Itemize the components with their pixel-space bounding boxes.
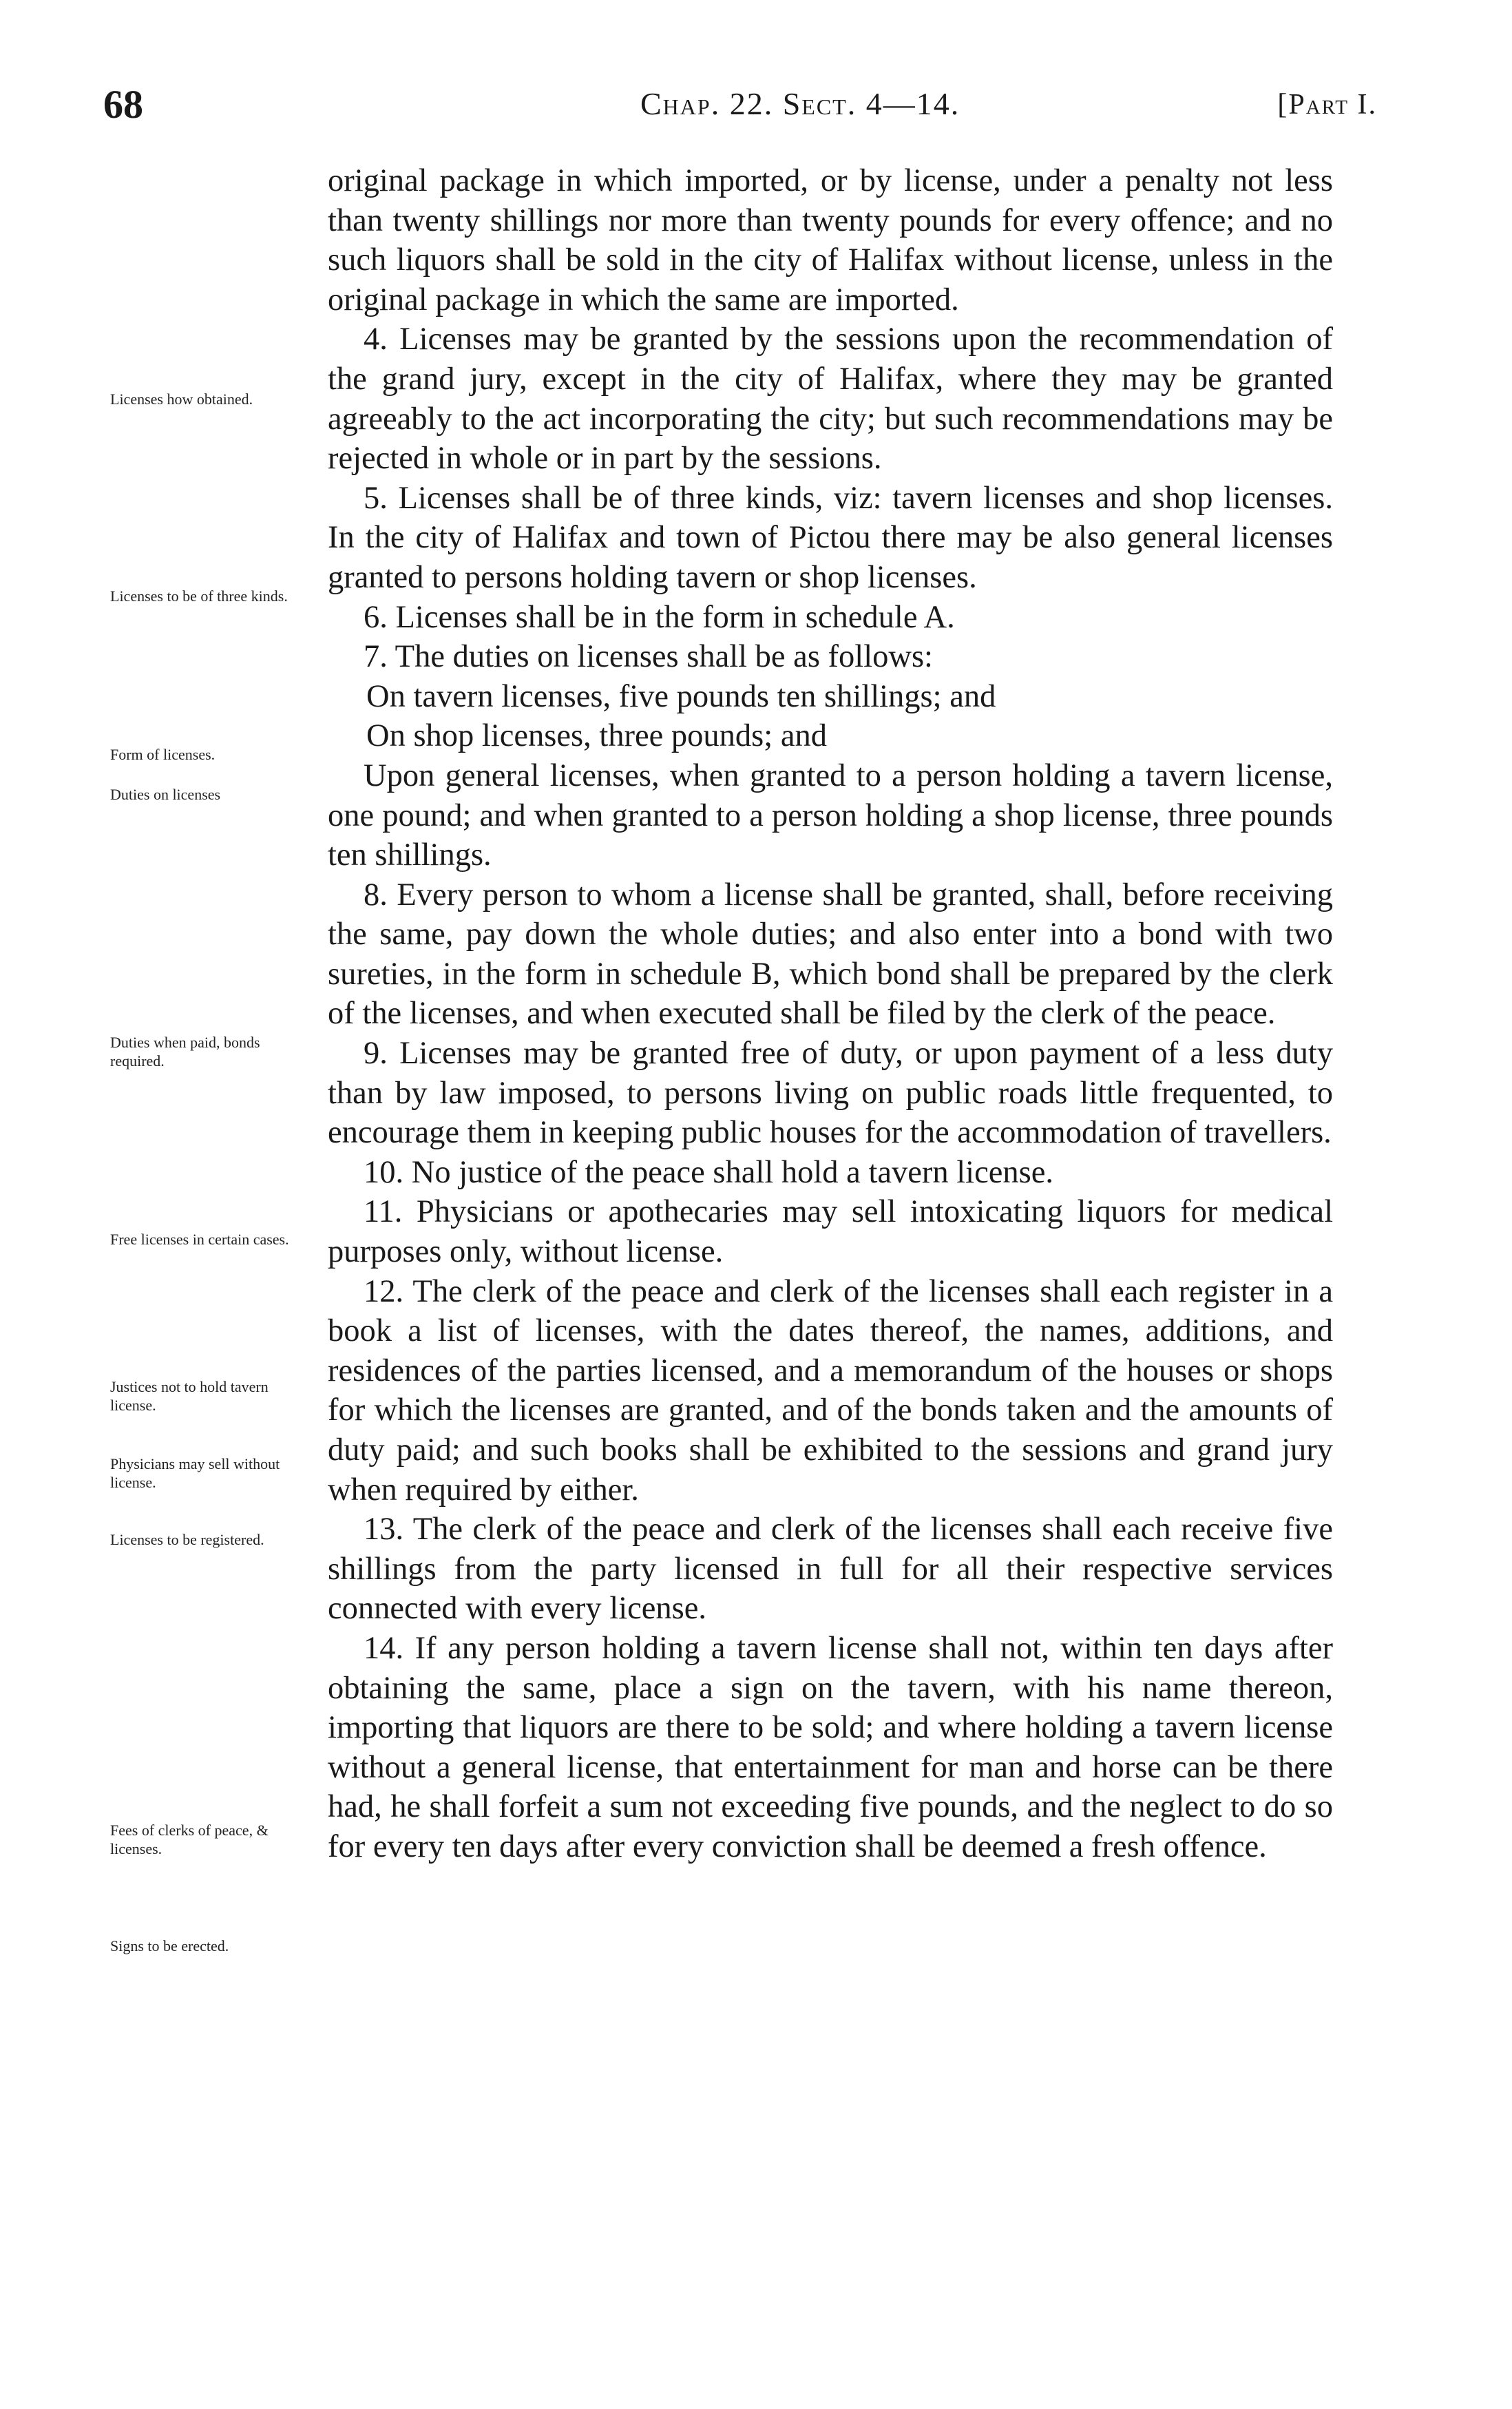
section-7-shop-duty: On shop licenses, three pounds; and <box>366 718 827 754</box>
page-number: 68 <box>103 82 143 127</box>
section-6: 6. Licenses shall be in the form in schedule A. <box>364 599 955 635</box>
margin-note-duties-on-licenses: Duties on licenses <box>110 786 221 803</box>
section-7-general-duty: Upon general licenses, when granted to a person holding a tavern license, one pound; and when granted to a person holding a shop license, three pounds ten shillings. <box>328 758 1333 873</box>
margin-note-licenses-how-obtained: Licenses how obtained. <box>110 390 253 408</box>
margin-note-signs: Signs to be erected. <box>110 1937 229 1954</box>
paragraph-continued: original package in which imported, or by license, under a penalty not less than twenty shillings nor more than twenty pounds for every offence; and no such liquors shall be sold in the city of Halifax without license, unless in the original package in which the same are imported. <box>328 163 1333 317</box>
running-head <box>103 81 1377 129</box>
section-7: 7. The duties on licenses shall be as follows: <box>364 639 933 675</box>
margin-note-fees-of-clerks: Fees of clerks of peace, & licenses. <box>110 1822 269 1857</box>
section-13: 13. The clerk of the peace and clerk of the licenses shall each receive five shillings from the party licensed in full for all their respective services connected with every license. <box>328 1512 1333 1627</box>
part-heading: [Part I. <box>1277 89 1377 121</box>
section-11: 11. Physicians or apothecaries may sell intoxicating liquors for medical purposes only, without license. <box>328 1194 1333 1270</box>
chapter-section-heading: Chap. 22. Sect. 4—14. <box>640 86 960 121</box>
section-10: 10. No justice of the peace shall hold a tavern license. <box>364 1154 1053 1190</box>
margin-note-three-kinds: Licenses to be of three kinds. <box>110 587 288 605</box>
margin-note-justices: Justices not to hold tavern license. <box>110 1378 269 1414</box>
margin-note-free-licenses: Free licenses in certain cases. <box>110 1231 289 1248</box>
margin-note-form-of-licenses: Form of licenses. <box>110 746 216 763</box>
margin-note-registered: Licenses to be registered. <box>110 1531 264 1548</box>
section-9: 9. Licenses may be granted free of duty, or upon payment of a less duty than by law imposed, to persons living on public roads little frequented, to encourage them in keeping public houses for the accommodation of travellers. <box>328 1036 1333 1151</box>
section-4: 4. Licenses may be granted by the sessions upon the recommendation of the grand jury, except in the city of Halifax, where they may be granted agreeably to the act incorporating the city; but such recommendations may be rejected in whole or in part by the sessions. <box>328 322 1333 477</box>
section-5: 5. Licenses shall be of three kinds, viz: tavern licenses and shop licenses. In the city of Halifax and town of Pictou there may be also general licenses granted to persons holding tavern or shop licenses. <box>328 480 1333 595</box>
section-12: 12. The clerk of the peace and clerk of the licenses shall each register in a book a list of licenses, with the dates thereof, the names, additions, and residences of the parties licensed, and a memorandum of the houses or shops for which the licenses are granted, and of the bonds taken and the amounts of duty paid; and such books shall be exhibited to the sessions and grand jury when required by either. <box>328 1273 1333 1508</box>
margin-note-duties-when-paid: Duties when paid, bonds required. <box>110 1034 260 1070</box>
section-8: 8. Every person to whom a license shall be granted, shall, before receiving the same, pay down the whole duties; and also enter into a bond with two sureties, in the form in schedule B, which bond shall be prepared by the clerk of the licenses, and when executed shall be filed by the clerk of the peace. <box>328 877 1333 1032</box>
section-7-tavern-duty: On tavern licenses, five pounds ten shillings; and <box>366 678 996 714</box>
margin-note-physicians: Physicians may sell without license. <box>110 1455 280 1491</box>
section-14: 14. If any person holding a tavern license shall not, within ten days after obtaining the same, place a sign on the tavern, with his name thereon, importing that liquors are there to be sold; and where holding a tavern license without a general license, that entertainment for man and horse can be there had, he shall forfeit a sum not exceeding five pounds, and the neglect to do so for every ten days after every conviction shall be deemed a fresh offence. <box>328 1630 1333 1864</box>
body-text <box>328 161 1333 1867</box>
